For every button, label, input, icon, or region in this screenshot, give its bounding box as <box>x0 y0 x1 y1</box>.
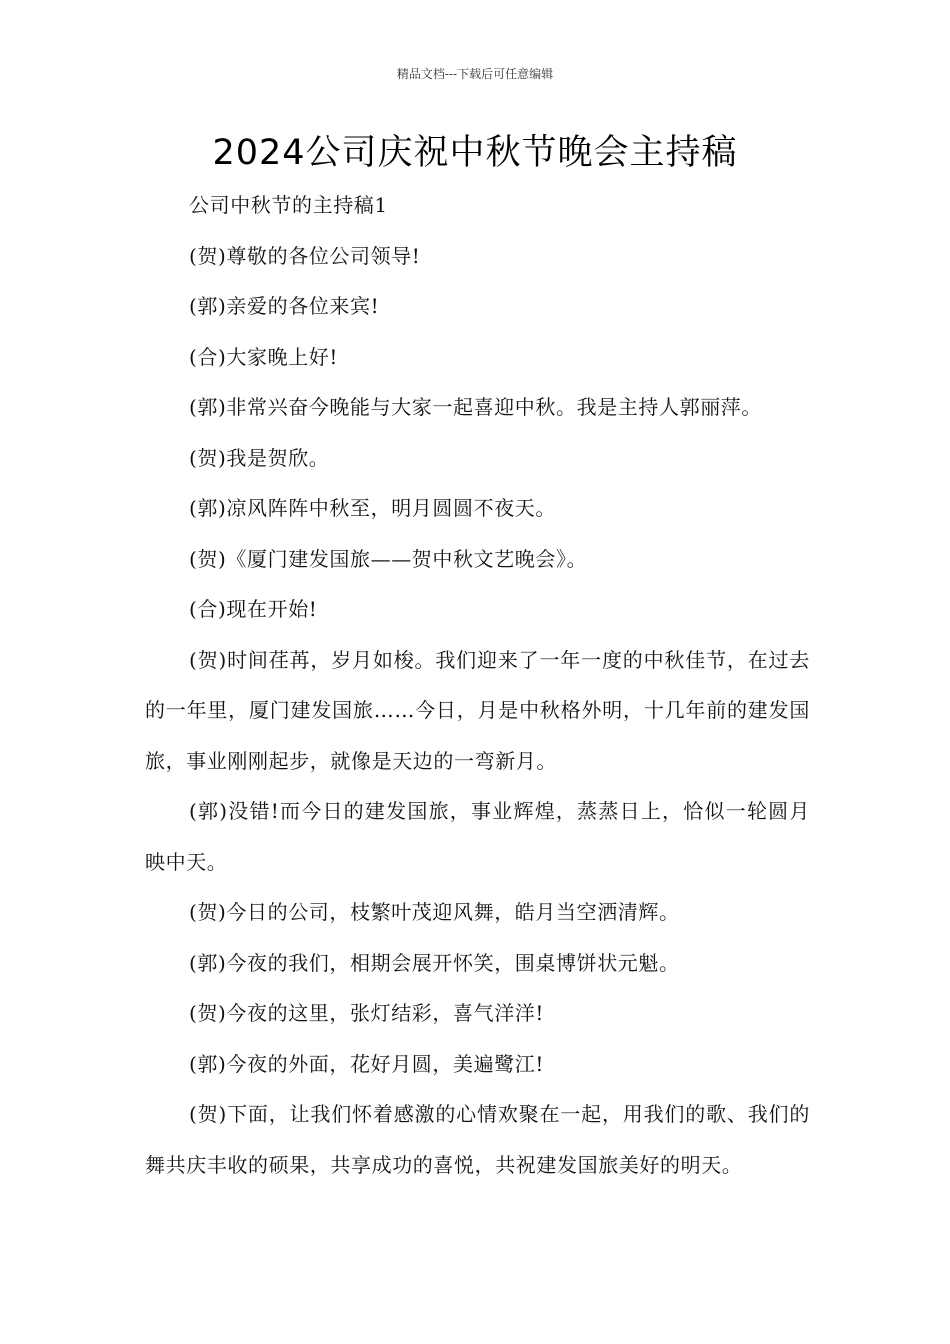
header-note: 精品文档---下载后可任意编辑 <box>396 67 554 81</box>
paragraph: (郭)凉风阵阵中秋至，明月圆圆不夜天。 <box>189 496 557 520</box>
paragraph: (合)现在开始! <box>189 597 318 621</box>
paragraph: (合)大家晚上好! <box>189 344 339 369</box>
paragraph: (贺)我是贺欣。 <box>189 445 330 470</box>
paragraph: (贺)今夜的这里，张灯结彩，喜气洋洋! <box>189 1001 545 1025</box>
paragraph: (贺)时间荏苒，岁月如梭。我们迎来了一年一度的中秋佳节，在过去的一年里，厦门建发国旅……今日，月是中秋格外明，十几年前的建发国旅，事业刚刚起步，就像是天边的一弯新月。 <box>145 647 810 773</box>
paragraph: (贺)今日的公司，枝繁叶茂迎风舞，皓月当空洒清辉。 <box>189 900 680 924</box>
paragraph: (贺)尊敬的各位公司领导! <box>189 243 421 268</box>
paragraph: (郭)亲爱的各位来宾! <box>189 294 380 318</box>
paragraph: (郭)没错!而今日的建发国旅，事业辉煌，蒸蒸日上，恰似一轮圆月映中天。 <box>145 799 810 874</box>
document-title: 2024公司庆祝中秋节晚会主持稿 <box>212 133 738 173</box>
paragraph: (郭)今夜的外面，花好月圆，美遍鹭江! <box>189 1051 545 1076</box>
paragraph: (贺)下面，让我们怀着感激的心情欢聚在一起，用我们的歌、我们的舞共庆丰收的硕果，共享成功的喜悦，共祝建发国旅美好的明天。 <box>145 1102 810 1177</box>
paragraph: (郭)今夜的我们，相期会展开怀笑，围桌博饼状元魁。 <box>189 950 680 975</box>
document-body <box>145 180 810 1190</box>
paragraph: (郭)非常兴奋今晚能与大家一起喜迎中秋。我是主持人郭丽萍。 <box>189 395 763 419</box>
paragraph-section-heading: 公司中秋节的主持稿1 <box>189 193 388 217</box>
paragraph: (贺)《厦门建发国旅——贺中秋文艺晚会》。 <box>189 546 588 571</box>
